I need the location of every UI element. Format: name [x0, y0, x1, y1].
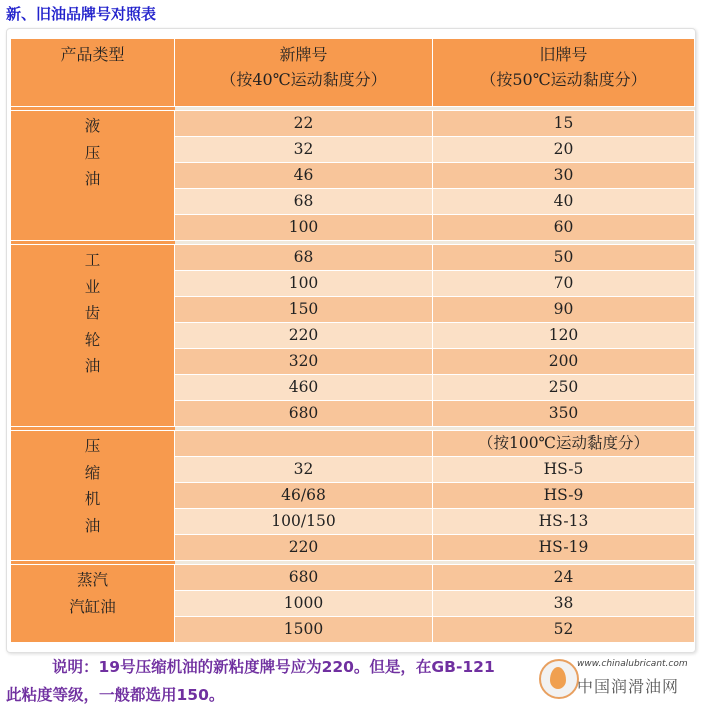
header-new-sub: （按40℃运动黏度分）	[220, 70, 387, 89]
new-grade-cell: 460	[175, 375, 433, 401]
old-grade-cell: （按100℃运动黏度分）	[433, 431, 695, 457]
watermark-name: 中国润滑油网	[577, 677, 680, 696]
new-grade-cell: 68	[175, 245, 433, 271]
page-title: 新、旧油品牌号对照表	[6, 5, 157, 23]
footnote-line1: 说明：19号压缩机油的新粘度牌号应为220。但是，在GB-12	[52, 658, 484, 676]
table-row	[11, 111, 695, 137]
old-grade-cell: 20	[433, 137, 695, 163]
old-grade-cell: 50	[433, 245, 695, 271]
watermark-url: www.chinalubricant.com	[577, 659, 688, 669]
header-category: 产品类型	[11, 39, 175, 107]
table-header-row	[11, 39, 695, 107]
header-new-grade	[175, 39, 433, 107]
old-grade-cell: 38	[433, 591, 695, 617]
new-grade-cell: 46	[175, 163, 433, 189]
old-grade-cell: 70	[433, 271, 695, 297]
header-old-sub: （按50℃运动黏度分）	[480, 70, 647, 89]
new-grade-cell: 220	[175, 323, 433, 349]
old-grade-cell: 350	[433, 401, 695, 427]
new-grade-cell: 150	[175, 297, 433, 323]
header-old-label: 旧牌号	[539, 45, 588, 64]
old-grade-cell: 40	[433, 189, 695, 215]
old-grade-cell: HS-5	[433, 457, 695, 483]
new-grade-cell: 100/150	[175, 509, 433, 535]
watermark-logo	[535, 645, 703, 701]
new-grade-cell: 680	[175, 565, 433, 591]
category-cell: 液 压 油	[11, 111, 175, 241]
new-grade-cell: 100	[175, 271, 433, 297]
lubricant-drop-icon	[539, 659, 579, 699]
old-grade-cell: 30	[433, 163, 695, 189]
old-grade-cell: HS-19	[433, 535, 695, 561]
old-grade-cell: 24	[433, 565, 695, 591]
old-grade-cell: 200	[433, 349, 695, 375]
new-grade-cell: 320	[175, 349, 433, 375]
new-grade-cell: 680	[175, 401, 433, 427]
new-grade-cell: 32	[175, 137, 433, 163]
table-row	[11, 431, 695, 457]
new-grade-cell: 68	[175, 189, 433, 215]
category-cell: 压 缩 机 油	[11, 431, 175, 561]
old-grade-cell: HS-9	[433, 483, 695, 509]
old-grade-cell: 15	[433, 111, 695, 137]
header-old-grade	[433, 39, 695, 107]
footnote-line1-tail: 1	[483, 658, 495, 676]
new-grade-cell: 46/68	[175, 483, 433, 509]
category-cell: 蒸汽 汽缸油	[11, 565, 175, 643]
new-grade-cell: 220	[175, 535, 433, 561]
new-grade-cell: 1500	[175, 617, 433, 643]
old-grade-cell: 60	[433, 215, 695, 241]
old-grade-cell: 52	[433, 617, 695, 643]
table-row	[11, 245, 695, 271]
category-cell: 工 业 齿 轮 油	[11, 245, 175, 427]
new-grade-cell: 22	[175, 111, 433, 137]
new-grade-cell: 32	[175, 457, 433, 483]
header-new-label: 新牌号	[279, 45, 328, 64]
old-grade-cell: 90	[433, 297, 695, 323]
table-row	[11, 565, 695, 591]
new-grade-cell: 1000	[175, 591, 433, 617]
old-grade-cell: 250	[433, 375, 695, 401]
new-grade-cell: 100	[175, 215, 433, 241]
old-grade-cell: HS-13	[433, 509, 695, 535]
new-grade-cell	[175, 431, 433, 457]
old-grade-cell: 120	[433, 323, 695, 349]
footnote-line2: 此粘度等级，一般都选用150。	[6, 686, 225, 704]
grade-comparison-table	[10, 38, 695, 643]
